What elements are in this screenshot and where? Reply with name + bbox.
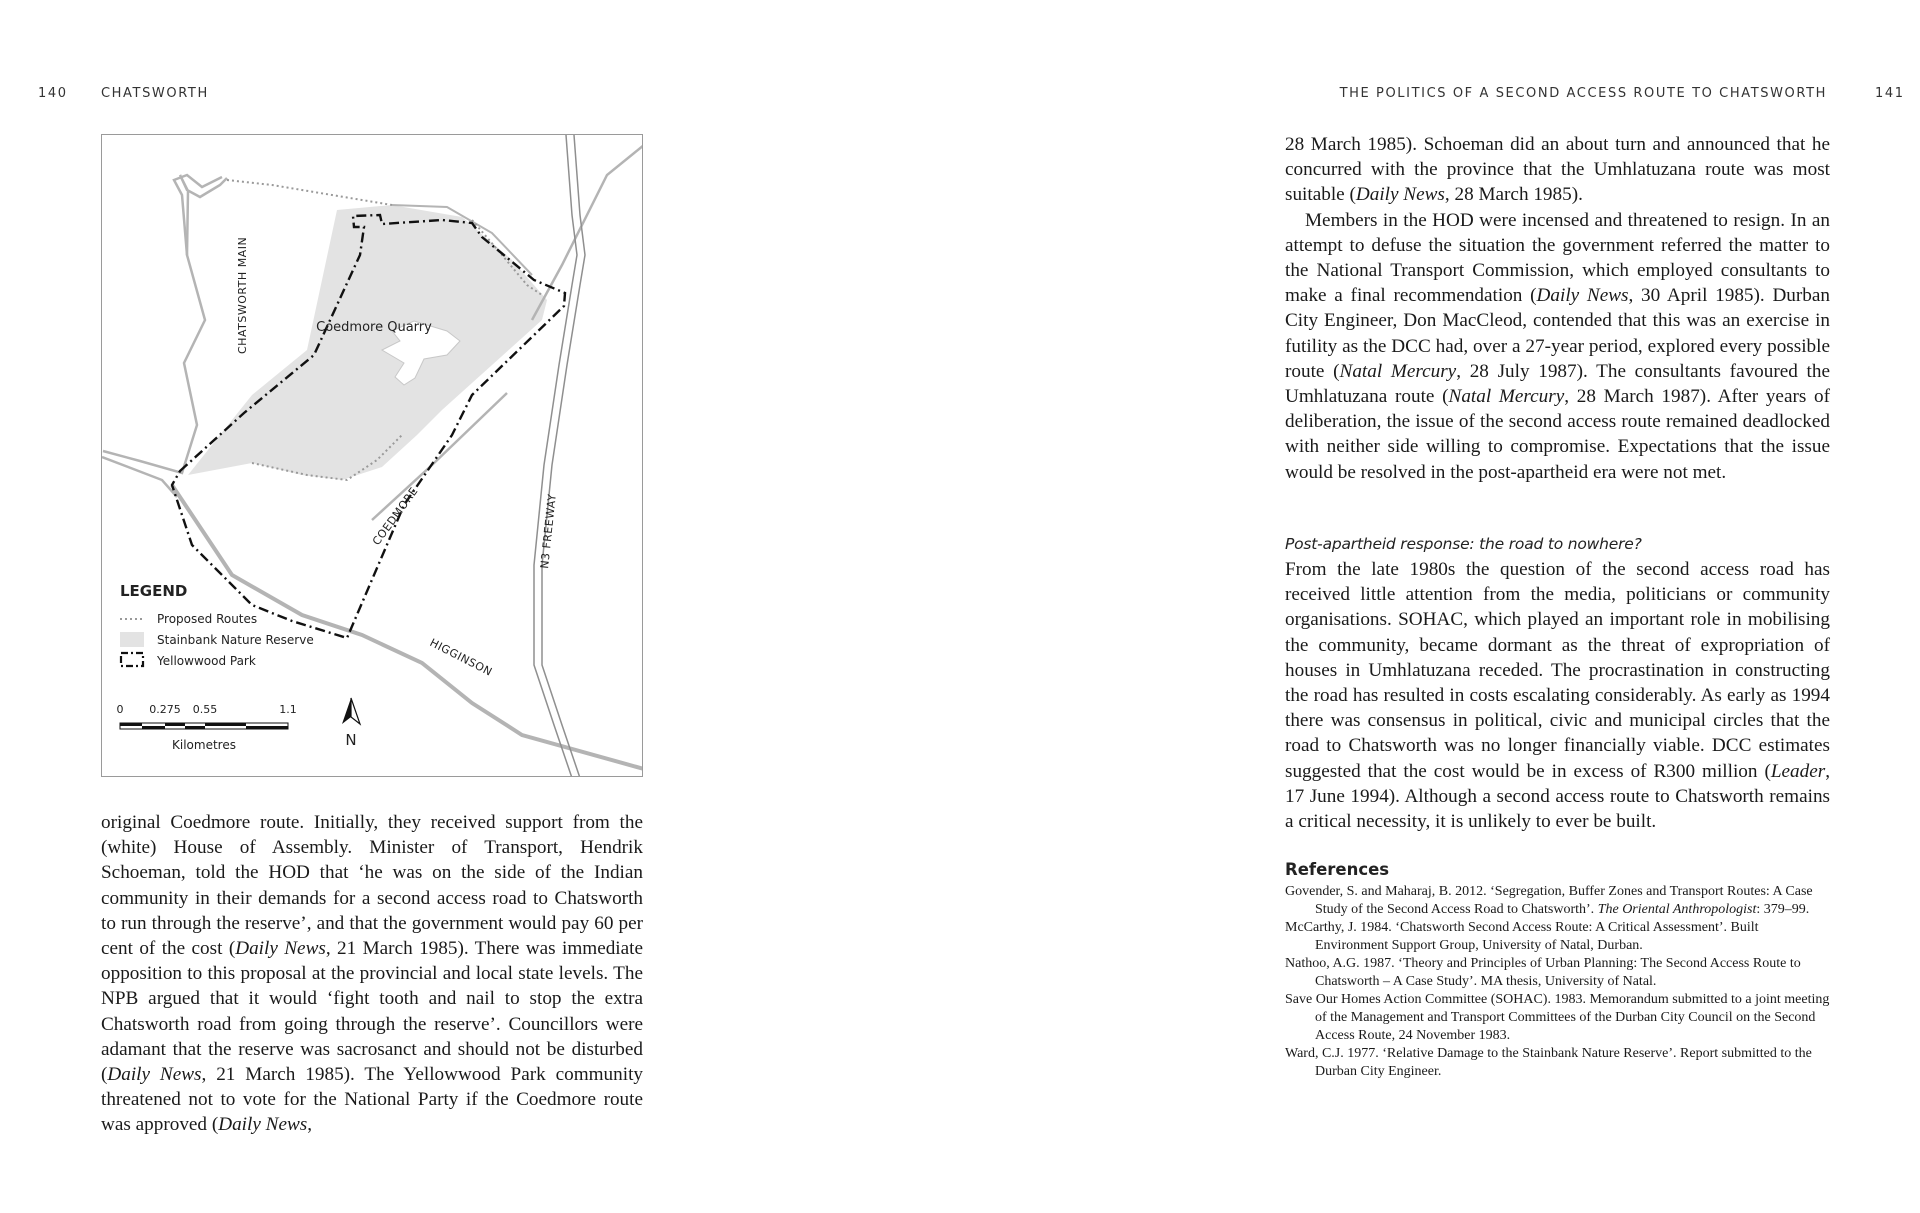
citation: Daily News [1536, 285, 1629, 307]
reference-item [1285, 883, 1830, 919]
right-running-title: THE POLITICS OF A SECOND ACCESS ROUTE TO CHATSWORTH [1339, 86, 1827, 101]
legend-nature-reserve: Stainbank Nature Reserve [157, 633, 314, 647]
label-chatsworth-main: CHATSWORTH MAIN [236, 236, 249, 354]
left-column-body [101, 810, 643, 1138]
legend-title: LEGEND [120, 582, 188, 600]
text-run: , 30 April 1985). Durban City Engineer, Don MacCleod, contended that this was an exercise in futility as the DCC had, over a 27-year period, explored every possible route ( [1285, 285, 1830, 382]
label-n3-freeway: N3 FREEWAY [538, 493, 559, 570]
road-northeast [532, 145, 643, 320]
label-coedmore-quarry: Coedmore Quarry [316, 320, 432, 335]
citation: Leader [1770, 760, 1826, 782]
map-svg [102, 135, 643, 777]
citation: Daily News [107, 1064, 202, 1086]
section-subheading: Post-apartheid response: the road to nowhere? [1285, 535, 1642, 553]
text-run: , 28 March 1987). After years of deliberation, the issue of the second access route remained deadlocked with neither side willing to compromise. Expectations that the issue would be resolved in the post-apartheid era were not met. [1285, 386, 1831, 483]
text-run: original Coedmore route. Initially, they received support from the (white) House of Assembly. Minister of Transport, Hendrik Schoeman, told the HOD that ‘he was on the side of the Indian community in their demands for a second access road to Chatsworth to run through the reserve’, and that the government would pay 60 per cent of the cost ( [101, 812, 643, 960]
right-paragraph-3 [1285, 557, 1830, 834]
road-chatsworth-main [103, 175, 227, 473]
citation: Daily News [235, 938, 326, 960]
scale-tick-1: 0.275 [149, 703, 181, 716]
reference-item: McCarthy, J. 1984. ‘Chatsworth Second Access Route: A Critical Assessment’. Built Environment Support Group, University of Natal, Durban. [1285, 920, 1759, 953]
text-run: Members in the HOD were incensed and threatened to resign. In an attempt to defuse the situation the government referred the matter to the National Transport Commission, which employed consultants to make a final recommendation ( [1285, 209, 1830, 307]
journal-title: The Oriental Anthropologist [1597, 902, 1757, 917]
scale-bar [120, 723, 288, 729]
citation: Natal Mercury [1339, 360, 1457, 382]
scale-unit: Kilometres [172, 738, 236, 752]
proposed-route-north [227, 180, 392, 205]
text-run: , 28 July 1987). The consultants favoured the Umhlatuzana route ( [1285, 360, 1830, 408]
citation: Daily News [1355, 184, 1445, 206]
text-run: , 21 March 1985). The Yellowwood Park community threatened not to vote for the National Party if the Coedmore route was approved ( [101, 1064, 644, 1136]
text-run: 28 March 1985). Schoeman did an about turn and announced that he concurred with the province that the Umhlatuzana route was most suitable ( [1285, 134, 1830, 206]
reference-item: Nathoo, A.G. 1987. ‘Theory and Principles of Urban Planning: The Second Access Route to Chatsworth – A Case Study’. MA thesis, University of Natal. [1285, 956, 1801, 989]
left-paragraph [101, 810, 643, 1138]
scale-tick-2: 0.55 [192, 703, 218, 716]
legend-proposed-routes: Proposed Routes [157, 612, 258, 626]
text-run: , 21 March 1985). There was immediate opposition to this proposal at the provincial and local state levels. The NPB argued that it would ‘fight tooth and nail to stop the extra Chatsworth road from going through the reserve’. Councillors were adamant that the reserve was sacrosanct and should not be disturbed ( [101, 938, 643, 1086]
right-paragraph-2 [1285, 208, 1830, 485]
legend-yellowwood-swatch [121, 653, 143, 666]
citation: Daily News [218, 1114, 308, 1136]
legend-yellowwood-park: Yellowwood Park [157, 654, 256, 668]
reference-item: Ward, C.J. 1977. ‘Relative Damage to the Stainbank Nature Reserve’. Report submitted to the Durban City Engineer. [1285, 1046, 1812, 1079]
label-coedmore-road: COEDMORE [369, 484, 421, 548]
references-list [1285, 883, 1830, 1081]
right-column-body-bottom [1285, 557, 1830, 834]
north-label: N [345, 731, 357, 749]
left-running-title: CHATSWORTH [101, 86, 209, 101]
references-heading: References [1285, 860, 1390, 879]
citation: Natal Mercury [1448, 386, 1565, 408]
right-paragraph-1 [1285, 132, 1830, 208]
text-run: From the late 1980s the question of the second access road has received little attention from the media, politicians or community organisations. SOHAC, which played an important role in mobilising the community, became dormant as the threat of expropriation of houses in Umhlatuzana receded. The procrastination in constructing the road has resulted in costs escalating considerably. As early as 1994 there was consensus in political, civic and municipal circles that the road to Chatsworth was no longer financially viable. DCC estimates suggested that the cost would be in excess of R300 million ( [1285, 559, 1830, 782]
legend-reserve-swatch [120, 632, 144, 647]
left-page-number: 140 [38, 86, 68, 101]
road-west-branch [102, 457, 177, 497]
road-n3-freeway-b [534, 135, 577, 777]
scale-tick-3: 1.1 [279, 703, 297, 716]
right-page-number: 141 [1875, 86, 1905, 101]
label-higginson: HIGGINSON [427, 636, 495, 679]
right-column-body-top [1285, 132, 1830, 485]
text-run: : 379–99. [1756, 902, 1810, 917]
reference-item: Save Our Homes Action Committee (SOHAC). 1983. Memorandum submitted to a joint meeting of the Management and Transport Committees of the Durban City Council on the Second Access Route, 24 November 1983. [1285, 992, 1830, 1043]
text-run: , 28 March 1985). [1444, 184, 1583, 206]
text-run: , 17 June 1994). Although a second access route to Chatsworth remains a critical necessity, it is unlikely to ever be built. [1285, 760, 1830, 833]
scale-tick-0: 0 [116, 703, 124, 716]
text-run: , [307, 1114, 313, 1136]
map-figure [101, 134, 643, 777]
text-run: Govender, S. and Maharaj, B. 2012. ‘Segregation, Buffer Zones and Transport Routes: A Case Study of the Second Access Road to Chatsworth’. [1285, 884, 1813, 917]
north-arrow-icon [342, 698, 360, 724]
